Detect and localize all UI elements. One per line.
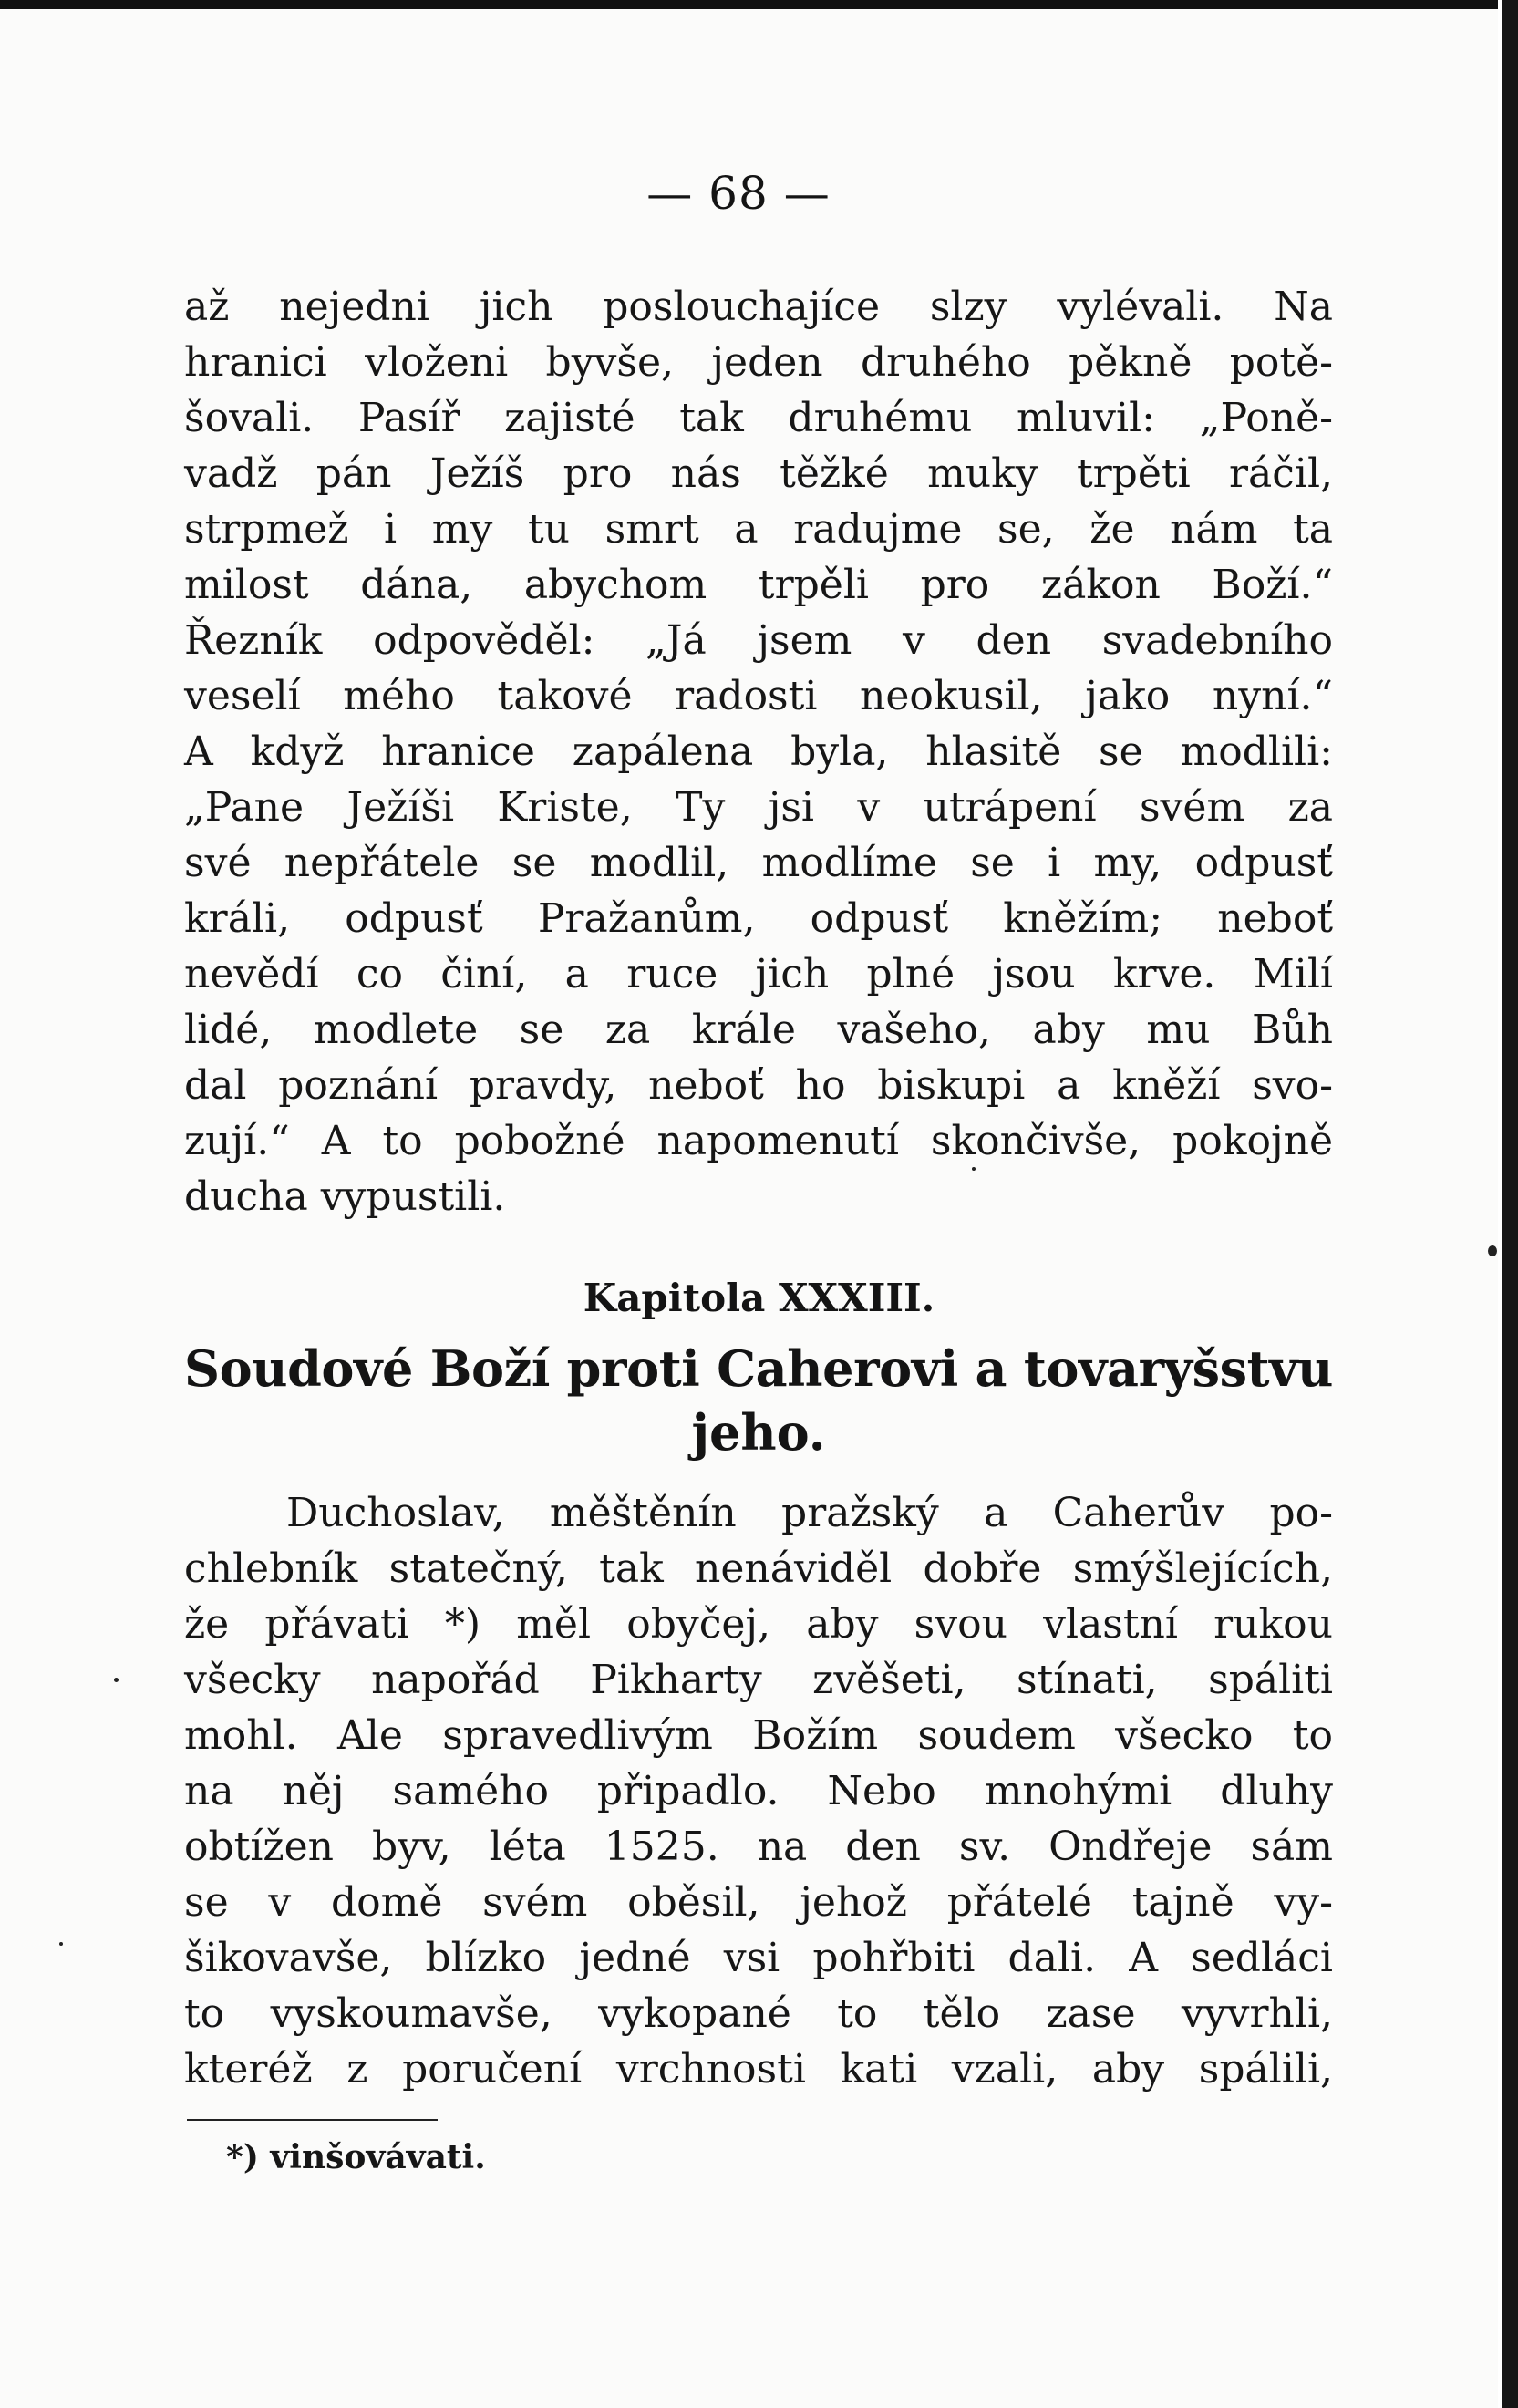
text-line: kteréž z poručení vrchnosti kati vzali, aby spálili,	[184, 2046, 1333, 2093]
text-line: dal poznání pravdy, neboť ho biskupi a kněží svo-	[184, 1062, 1333, 1109]
text-line: lidé, modlete se za krále vašeho, aby mu Bůh	[184, 1007, 1333, 1053]
footnote-divider	[187, 2119, 438, 2121]
text-line: šovali. Pasíř zajisté tak druhému mluvil: „Poně-	[184, 395, 1333, 441]
text-line: strpmež i my tu smrt a radujme se, že nám ta	[184, 506, 1333, 553]
paragraph-2	[184, 1485, 1333, 2097]
scan-speck	[1488, 1245, 1497, 1256]
page-number: — 68 —	[646, 167, 831, 220]
text-line: na něj samého připadlo. Nebo mnohými dluhy	[184, 1768, 1333, 1814]
scan-edge-right	[1498, 0, 1518, 2408]
text-line: mohl. Ale spravedlivým Božím soudem všecko to	[184, 1712, 1333, 1759]
text-line: své nepřátele se modlil, modlíme se i my, odpusť	[184, 840, 1333, 886]
text-line: až nejedni jich poslouchajíce slzy vylévali. Na	[184, 284, 1333, 330]
scan-speck	[114, 1678, 119, 1682]
text-line: ducha vypustili.	[184, 1173, 506, 1220]
chapter-label: Kapitola XXXIII.	[583, 1276, 935, 1320]
text-line: milost dána, abychom trpěli pro zákon Boží.“	[184, 562, 1333, 608]
text-line: šikovavše, blízko jedné vsi pohřbiti dali. A sedláci	[184, 1935, 1333, 1981]
text-line: A když hranice zapálena byla, hlasitě se modlili:	[184, 729, 1333, 775]
text-line: vadž pán Ježíš pro nás těžké muky trpěti ráčil,	[184, 450, 1333, 497]
text-line: Duchoslav, měštěnín pražský a Caherův po-	[286, 1490, 1333, 1536]
chapter-title-line: jeho.	[691, 1403, 826, 1462]
text-line: „Pane Ježíši Kriste, Ty jsi v utrápení svém za	[184, 784, 1333, 831]
text-line: všecky napořád Pikharty zvěšeti, stínati, spáliti	[184, 1657, 1333, 1703]
text-line: se v domě svém oběsil, jehož přátelé tajně vy-	[184, 1879, 1333, 1926]
text-line: chlebník statečný, tak nenáviděl dobře smýšlejících,	[184, 1545, 1333, 1592]
paragraph-1	[184, 279, 1333, 1225]
text-line: to vyskoumavše, vykopané to tělo zase vyvrhli,	[184, 1990, 1333, 2037]
text-line: zují.“ A to pobožné napomenutí skončivše, pokojně	[184, 1118, 1333, 1164]
scan-edge-top	[0, 0, 1518, 9]
chapter-title	[184, 1337, 1333, 1464]
text-line: nevědí co činí, a ruce jich plné jsou krve. Milí	[184, 951, 1333, 997]
text-line: obtížen byv, léta 1525. na den sv. Ondřeje sám	[184, 1824, 1333, 1870]
scan-speck	[59, 1942, 63, 1946]
footnote: *) vinšovávati.	[226, 2138, 486, 2176]
text-line: veselí mého takové radosti neokusil, jako nyní.“	[184, 673, 1333, 719]
chapter-title-line: Soudové Boží proti Caherovi a tovaryšstvu	[184, 1339, 1333, 1398]
text-line: hranici vloženi byvše, jeden druhého pěkně potě-	[184, 339, 1333, 386]
text-line: králi, odpusť Pražanům, odpusť kněžím; neboť	[184, 895, 1333, 942]
text-line: že přávati *) měl obyčej, aby svou vlastní rukou	[184, 1601, 1333, 1648]
text-line: Řezník odpověděl: „Já jsem v den svadebního	[184, 617, 1333, 664]
